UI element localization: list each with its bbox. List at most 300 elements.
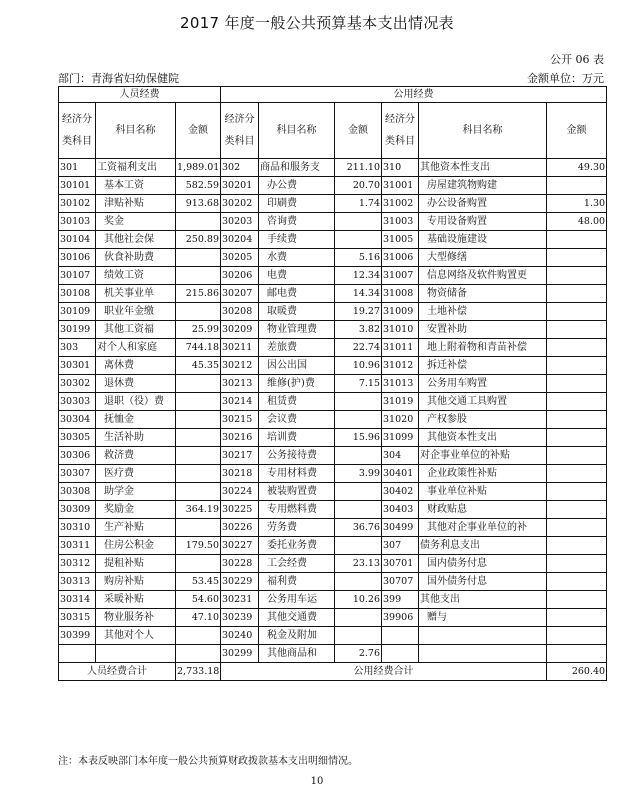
table-row: [59, 393, 607, 411]
cell-name: 救济费: [96, 447, 176, 465]
cell-code: 30212: [221, 357, 259, 375]
cell-name: 专用设备购置: [419, 213, 547, 231]
cell-amount: 179.50: [176, 537, 221, 555]
table-row: [59, 501, 607, 519]
cell-amount: [335, 231, 382, 249]
cell-name: 其他资本性支出: [419, 159, 547, 177]
department-label: 部门：青海省妇幼保健院: [58, 72, 179, 85]
cell-name: 事业单位补贴: [419, 483, 547, 501]
cell-name: 提租补贴: [96, 555, 176, 573]
cell-name: 企业政策性补贴: [419, 465, 547, 483]
cell-name: 公务用车运: [259, 591, 335, 609]
cell-name: 财政贴息: [419, 501, 547, 519]
cell-code: [382, 645, 419, 663]
cell-amount: 364.19: [176, 501, 221, 519]
table-row: [59, 375, 607, 393]
cell-amount: 7.15: [335, 375, 382, 393]
cell-amount: 36.76: [335, 519, 382, 537]
cell-amount: [547, 303, 607, 321]
public-group-header: 公用经费: [221, 87, 607, 103]
cell-code: 31008: [382, 285, 419, 303]
cell-amount: 211.10: [335, 159, 382, 177]
cell-name: 劳务费: [259, 519, 335, 537]
cell-amount: 14.34: [335, 285, 382, 303]
table-row: [59, 645, 607, 663]
cell-code: 30302: [59, 375, 96, 393]
cell-name: 水费: [259, 249, 335, 267]
cell-code: 302: [221, 159, 259, 177]
cell-name: 住房公积金: [96, 537, 176, 555]
cell-amount: 23.13: [335, 555, 382, 573]
cell-code: 39906: [382, 609, 419, 627]
col-header-name: 科目名称: [259, 103, 335, 159]
cell-name: 基础设施建设: [419, 231, 547, 249]
cell-amount: [547, 267, 607, 285]
cell-name: 基本工资: [96, 177, 176, 195]
cell-name: 抚恤金: [96, 411, 176, 429]
cell-name: 培训费: [259, 429, 335, 447]
table-row: [59, 357, 607, 375]
cell-name: 租赁费: [259, 393, 335, 411]
cell-code: 30215: [221, 411, 259, 429]
cell-code: 30217: [221, 447, 259, 465]
cell-code: 30231: [221, 591, 259, 609]
cell-code: 31013: [382, 375, 419, 393]
cell-name: 产权参股: [419, 411, 547, 429]
cell-name: 其他交通工具购置: [419, 393, 547, 411]
cell-code: 30209: [221, 321, 259, 339]
cell-name: 福利费: [259, 573, 335, 591]
cell-name: 手续费: [259, 231, 335, 249]
cell-amount: 3.82: [335, 321, 382, 339]
cell-code: [59, 645, 96, 663]
amount-unit-label: 金额单位：万元: [527, 72, 604, 85]
cell-amount: 1.74: [335, 195, 382, 213]
cell-name: 机关事业单: [96, 285, 176, 303]
cell-name: 专用燃料费: [259, 501, 335, 519]
cell-name: 委托业务费: [259, 537, 335, 555]
public-total-value: 260.40: [547, 663, 607, 681]
cell-amount: [335, 627, 382, 645]
table-row: [59, 231, 607, 249]
table-row: [59, 339, 607, 357]
cell-code: 30104: [59, 231, 96, 249]
cell-code: 30701: [382, 555, 419, 573]
cell-code: 30401: [382, 465, 419, 483]
cell-code: 310: [382, 159, 419, 177]
cell-amount: 2.76: [335, 645, 382, 663]
cell-code: 31007: [382, 267, 419, 285]
col-header-name: 科目名称: [419, 103, 547, 159]
cell-code: 30211: [221, 339, 259, 357]
table-row: [59, 555, 607, 573]
personnel-total-value: 2,733.18: [176, 663, 221, 681]
cell-code: 30109: [59, 303, 96, 321]
cell-code: 30207: [221, 285, 259, 303]
cell-code: 31020: [382, 411, 419, 429]
cell-name: [96, 645, 176, 663]
cell-code: 30399: [59, 627, 96, 645]
cell-name: 债务利息支出: [419, 537, 547, 555]
cell-name: 信息网络及软件购置更: [419, 267, 547, 285]
cell-amount: [547, 591, 607, 609]
cell-name: 专用材料费: [259, 465, 335, 483]
page-title: 2017 年度一般公共预算基本支出情况表: [180, 14, 454, 32]
personnel-group-header: 人员经费: [59, 87, 221, 103]
cell-amount: 913.68: [176, 195, 221, 213]
cell-amount: [335, 573, 382, 591]
table-row: [59, 447, 607, 465]
cell-amount: [547, 447, 607, 465]
cell-amount: [547, 411, 607, 429]
cell-code: 30306: [59, 447, 96, 465]
cell-code: 31011: [382, 339, 419, 357]
cell-code: 30224: [221, 483, 259, 501]
cell-code: 30403: [382, 501, 419, 519]
cell-amount: [547, 231, 607, 249]
cell-name: 被装购置费: [259, 483, 335, 501]
cell-code: 307: [382, 537, 419, 555]
cell-name: 其他社会保: [96, 231, 176, 249]
cell-name: 奖金: [96, 213, 176, 231]
cell-name: 房屋建筑物购建: [419, 177, 547, 195]
cell-name: 土地补偿: [419, 303, 547, 321]
cell-name: 办公费: [259, 177, 335, 195]
totals-row: [59, 663, 607, 681]
cell-name: 取暖费: [259, 303, 335, 321]
table-row: [59, 303, 607, 321]
cell-code: 31012: [382, 357, 419, 375]
cell-code: 30315: [59, 609, 96, 627]
cell-code: 30314: [59, 591, 96, 609]
cell-amount: [335, 447, 382, 465]
cell-amount: 47.10: [176, 609, 221, 627]
cell-amount: [335, 213, 382, 231]
cell-amount: [547, 609, 607, 627]
table-row: [59, 285, 607, 303]
column-header-row: [59, 103, 607, 159]
cell-amount: [335, 393, 382, 411]
cell-amount: [176, 393, 221, 411]
cell-code: 30311: [59, 537, 96, 555]
cell-code: 30227: [221, 537, 259, 555]
cell-code: 30108: [59, 285, 96, 303]
cell-name: 医疗费: [96, 465, 176, 483]
cell-amount: [176, 447, 221, 465]
cell-amount: [547, 483, 607, 501]
cell-amount: 3.99: [335, 465, 382, 483]
cell-name: 生产补贴: [96, 519, 176, 537]
cell-code: 31005: [382, 231, 419, 249]
cell-code: 31099: [382, 429, 419, 447]
col-header-amount: 金额: [547, 103, 607, 159]
cell-name: 会议费: [259, 411, 335, 429]
cell-code: 30199: [59, 321, 96, 339]
cell-name: 物业管理费: [259, 321, 335, 339]
cell-name: 大型修缮: [419, 249, 547, 267]
cell-name: 其他对企事业单位的补: [419, 519, 547, 537]
cell-code: 304: [382, 447, 419, 465]
cell-amount: 54.60: [176, 591, 221, 609]
cell-code: 30225: [221, 501, 259, 519]
cell-name: [419, 645, 547, 663]
cell-amount: 19.27: [335, 303, 382, 321]
cell-name: 赠与: [419, 609, 547, 627]
cell-code: 31009: [382, 303, 419, 321]
cell-name: 商品和服务支: [259, 159, 335, 177]
table-row: [59, 483, 607, 501]
cell-amount: [176, 645, 221, 663]
cell-code: 30312: [59, 555, 96, 573]
cell-amount: 45.35: [176, 357, 221, 375]
cell-amount: [547, 465, 607, 483]
cell-code: 30308: [59, 483, 96, 501]
form-number: 公开 06 表: [550, 53, 604, 66]
cell-code: 30309: [59, 501, 96, 519]
cell-amount: [176, 627, 221, 645]
table-body: [59, 159, 607, 663]
cell-amount: [335, 483, 382, 501]
cell-amount: 20.70: [335, 177, 382, 195]
cell-amount: [335, 609, 382, 627]
cell-amount: [176, 375, 221, 393]
cell-code: 30402: [382, 483, 419, 501]
cell-name: 伙食补助费: [96, 249, 176, 267]
table-row: [59, 195, 607, 213]
cell-code: 30229: [221, 573, 259, 591]
cell-amount: [176, 483, 221, 501]
cell-name: 印刷费: [259, 195, 335, 213]
cell-amount: [547, 285, 607, 303]
cell-name: 国外债务付息: [419, 573, 547, 591]
cell-code: 30106: [59, 249, 96, 267]
cell-amount: [547, 375, 607, 393]
cell-name: 因公出国: [259, 357, 335, 375]
cell-amount: [547, 357, 607, 375]
col-header-code: 经济分类科目: [221, 103, 259, 159]
cell-name: 退职（役）费: [96, 393, 176, 411]
col-header-name: 科目名称: [96, 103, 176, 159]
cell-code: 30102: [59, 195, 96, 213]
cell-amount: [335, 537, 382, 555]
cell-code: 30101: [59, 177, 96, 195]
cell-code: 31010: [382, 321, 419, 339]
cell-amount: [176, 465, 221, 483]
footnote: 注：本表反映部门本年度一般公共预算财政拨款基本支出明细情况。: [58, 756, 358, 767]
cell-name: 公务接待费: [259, 447, 335, 465]
group-header-row: [59, 87, 607, 103]
cell-amount: [176, 429, 221, 447]
cell-name: 其他交通费: [259, 609, 335, 627]
cell-name: 奖励金: [96, 501, 176, 519]
table-row: [59, 465, 607, 483]
cell-name: 绩效工资: [96, 267, 176, 285]
cell-code: 30305: [59, 429, 96, 447]
cell-amount: 53.45: [176, 573, 221, 591]
table-row: [59, 429, 607, 447]
cell-name: 咨询费: [259, 213, 335, 231]
cell-code: 30307: [59, 465, 96, 483]
cell-amount: 48.00: [547, 213, 607, 231]
cell-amount: [547, 519, 607, 537]
cell-amount: [176, 213, 221, 231]
public-total-label: 公用经费合计: [221, 663, 547, 681]
table-row: [59, 627, 607, 645]
cell-name: 安置补助: [419, 321, 547, 339]
cell-amount: 215.86: [176, 285, 221, 303]
cell-code: 30226: [221, 519, 259, 537]
col-header-code: 经济分类科目: [59, 103, 96, 159]
cell-amount: 49.30: [547, 159, 607, 177]
cell-amount: 5.16: [335, 249, 382, 267]
cell-code: 30214: [221, 393, 259, 411]
cell-name: 工会经费: [259, 555, 335, 573]
cell-amount: [335, 501, 382, 519]
cell-name: [419, 627, 547, 645]
cell-code: 30301: [59, 357, 96, 375]
cell-amount: [176, 303, 221, 321]
cell-code: 30240: [221, 627, 259, 645]
cell-amount: 1.30: [547, 195, 607, 213]
cell-amount: [176, 267, 221, 285]
cell-name: 其他工资福: [96, 321, 176, 339]
col-header-amount: 金额: [335, 103, 382, 159]
cell-amount: 10.96: [335, 357, 382, 375]
cell-name: 助学金: [96, 483, 176, 501]
page-number: 10: [310, 776, 324, 787]
cell-name: 邮电费: [259, 285, 335, 303]
cell-name: 工资福利支出: [96, 159, 176, 177]
cell-amount: [547, 321, 607, 339]
cell-amount: [547, 501, 607, 519]
col-header-code: 经济分类科目: [382, 103, 419, 159]
cell-code: 30205: [221, 249, 259, 267]
cell-code: 30203: [221, 213, 259, 231]
cell-code: 30206: [221, 267, 259, 285]
cell-amount: [547, 555, 607, 573]
cell-name: 其他资本性支出: [419, 429, 547, 447]
cell-amount: 582.59: [176, 177, 221, 195]
cell-code: 30313: [59, 573, 96, 591]
cell-code: 30107: [59, 267, 96, 285]
table-row: [59, 159, 607, 177]
cell-name: 物业服务补: [96, 609, 176, 627]
cell-name: 生活补助: [96, 429, 176, 447]
cell-name: 公务用车购置: [419, 375, 547, 393]
table-row: [59, 411, 607, 429]
cell-code: 30201: [221, 177, 259, 195]
cell-code: 30304: [59, 411, 96, 429]
cell-name: 对企事业单位的补贴: [419, 447, 547, 465]
cell-name: 国内债务付息: [419, 555, 547, 573]
cell-code: 31006: [382, 249, 419, 267]
cell-code: 30213: [221, 375, 259, 393]
cell-code: 30499: [382, 519, 419, 537]
cell-amount: [547, 393, 607, 411]
col-header-amount: 金额: [176, 103, 221, 159]
cell-code: 399: [382, 591, 419, 609]
cell-name: 其他支出: [419, 591, 547, 609]
cell-amount: 250.89: [176, 231, 221, 249]
cell-amount: [547, 645, 607, 663]
cell-amount: [176, 519, 221, 537]
cell-amount: 15.96: [335, 429, 382, 447]
table-row: [59, 177, 607, 195]
cell-code: 30208: [221, 303, 259, 321]
cell-name: 其他对个人: [96, 627, 176, 645]
table-row: [59, 591, 607, 609]
cell-code: [382, 627, 419, 645]
cell-name: 职业年金缴: [96, 303, 176, 321]
table-row: [59, 321, 607, 339]
cell-code: 30216: [221, 429, 259, 447]
cell-name: 办公设备购置: [419, 195, 547, 213]
cell-amount: 744.18: [176, 339, 221, 357]
cell-amount: 25.99: [176, 321, 221, 339]
cell-amount: [547, 573, 607, 591]
cell-code: 30202: [221, 195, 259, 213]
cell-amount: [547, 249, 607, 267]
cell-name: 税金及附加: [259, 627, 335, 645]
cell-code: 301: [59, 159, 96, 177]
cell-name: 退休费: [96, 375, 176, 393]
cell-name: 拆迁补偿: [419, 357, 547, 375]
cell-name: 采暖补贴: [96, 591, 176, 609]
cell-name: 差旅费: [259, 339, 335, 357]
cell-code: 30103: [59, 213, 96, 231]
cell-amount: 12.34: [335, 267, 382, 285]
expenditure-table: [58, 86, 607, 681]
cell-code: 31003: [382, 213, 419, 231]
cell-amount: [176, 555, 221, 573]
table-row: [59, 573, 607, 591]
cell-code: 30218: [221, 465, 259, 483]
table-row: [59, 609, 607, 627]
table-row: [59, 267, 607, 285]
cell-code: 30239: [221, 609, 259, 627]
cell-name: 购房补贴: [96, 573, 176, 591]
cell-amount: [547, 627, 607, 645]
cell-code: 30303: [59, 393, 96, 411]
cell-code: 30310: [59, 519, 96, 537]
cell-name: 津贴补贴: [96, 195, 176, 213]
cell-code: 31001: [382, 177, 419, 195]
cell-amount: [547, 429, 607, 447]
table-row: [59, 519, 607, 537]
personnel-total-label: 人员经费合计: [59, 663, 176, 681]
cell-name: 对个人和家庭: [96, 339, 176, 357]
cell-code: 31002: [382, 195, 419, 213]
table-row: [59, 537, 607, 555]
cell-amount: [547, 537, 607, 555]
cell-name: 地上附着物和青苗补偿: [419, 339, 547, 357]
cell-name: 其他商品和: [259, 645, 335, 663]
cell-amount: [335, 411, 382, 429]
cell-name: 电费: [259, 267, 335, 285]
cell-code: 30707: [382, 573, 419, 591]
cell-code: 30204: [221, 231, 259, 249]
cell-code: 31019: [382, 393, 419, 411]
cell-code: 30228: [221, 555, 259, 573]
cell-amount: 1,989.01: [176, 159, 221, 177]
cell-amount: [176, 249, 221, 267]
cell-name: 物资储备: [419, 285, 547, 303]
cell-amount: [547, 339, 607, 357]
cell-amount: 22.74: [335, 339, 382, 357]
cell-amount: [176, 411, 221, 429]
cell-amount: 10.26: [335, 591, 382, 609]
cell-code: 303: [59, 339, 96, 357]
